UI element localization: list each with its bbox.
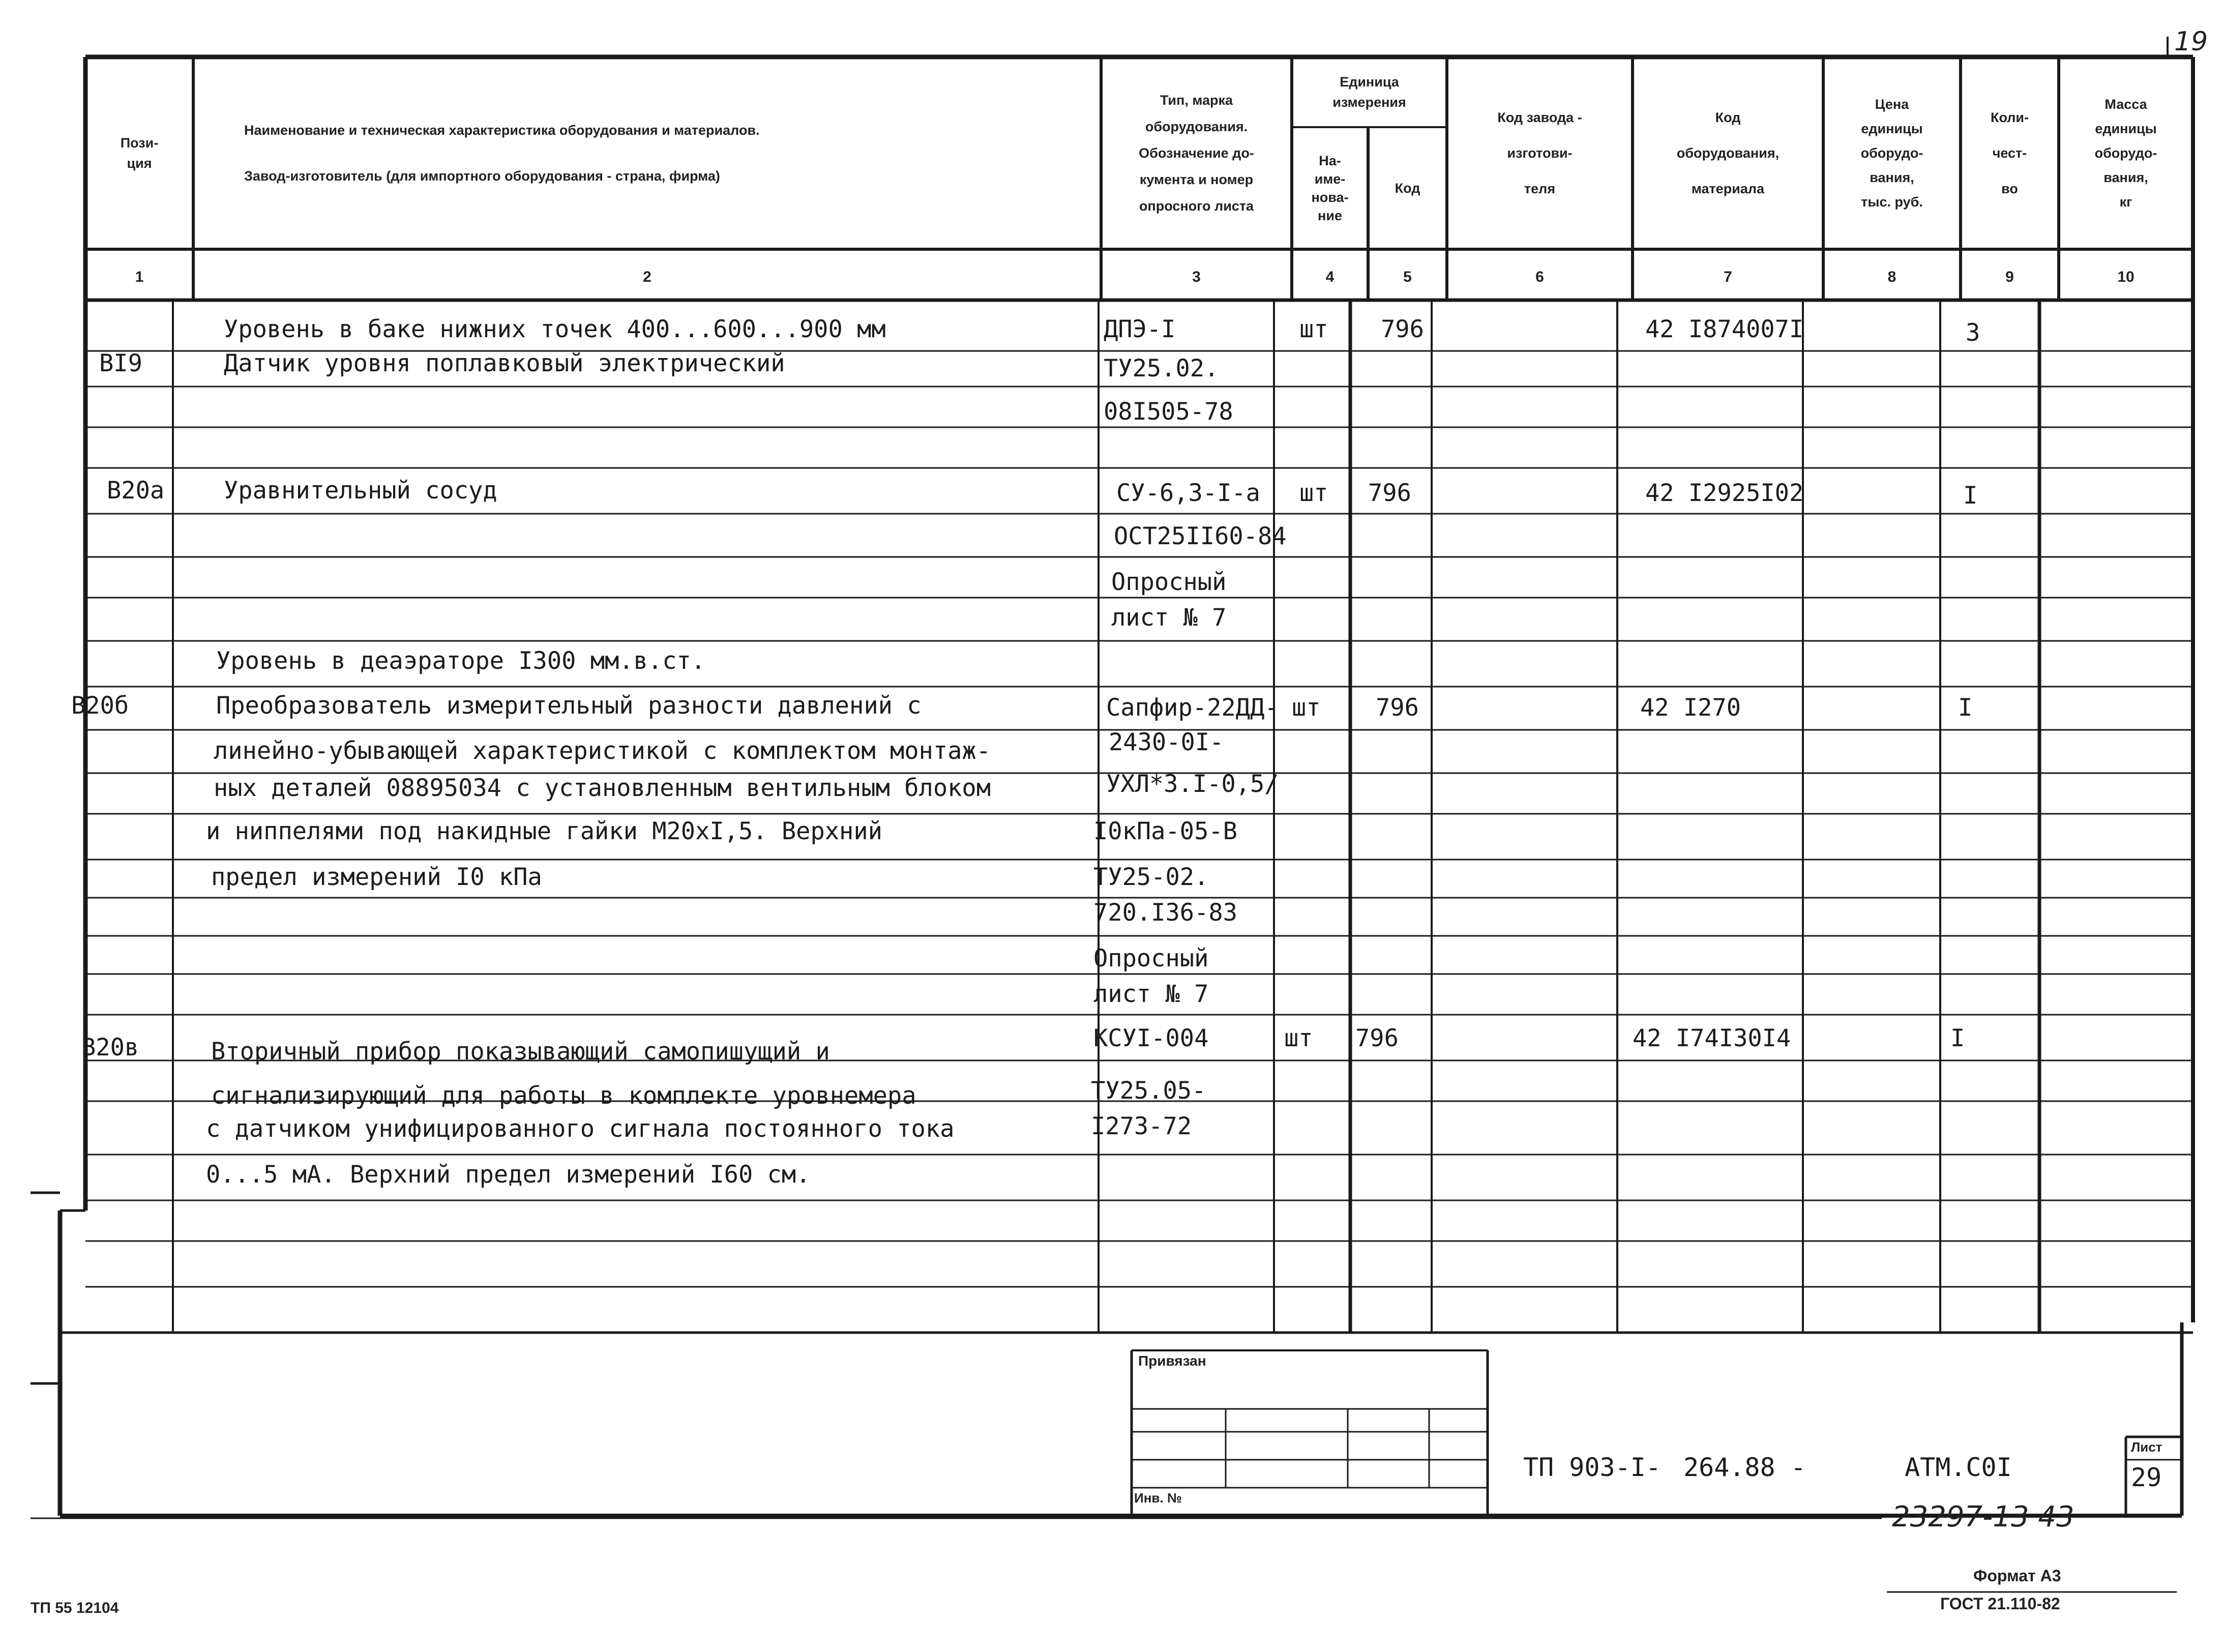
row-type: 720.I36-83: [1093, 899, 1237, 927]
row-quantity: I: [1963, 482, 1978, 510]
row-equipment-code: 42 I2925I02: [1645, 479, 1804, 507]
row-type: лист № 7: [1093, 980, 1209, 1008]
column-number: 7: [1724, 269, 1732, 285]
header-name: Наименование и техническая характеристика оборудования и материалов. Завод-изготовитель (для импортного оборудования - страна, фирма): [244, 123, 760, 184]
row-type: Сапфир-22ДД-: [1106, 694, 1279, 722]
header-mass: Масса единицы оборудо- вания, кг: [2094, 97, 2157, 210]
row-type: 2430-0I-: [1109, 728, 1224, 756]
row-name: Уровень в деаэраторе I300 мм.в.ст.: [216, 647, 706, 675]
row-name: предел измерений I0 кПа: [211, 863, 542, 891]
document-code-part-1: ТП 903-I-: [1523, 1453, 1661, 1482]
column-number: 3: [1192, 269, 1201, 285]
header-equipment-code: Код оборудования, материала: [1676, 110, 1780, 196]
row-unit: шт: [1299, 479, 1328, 507]
row-type: Опросный: [1111, 568, 1227, 596]
row-type: ОСТ25II60-84: [1114, 522, 1287, 550]
row-name: Датчик уровня поплавковый электрический: [224, 349, 785, 377]
row-name: Преобразователь измерительный разности давлений с: [216, 692, 922, 720]
column-number: 9: [2005, 269, 2014, 285]
header-unit-name: На- име- нова- ние: [1311, 153, 1349, 223]
row-unit-code: 796: [1355, 1024, 1399, 1052]
column-number: 5: [1403, 269, 1412, 285]
row-name: сигнализирующий для работы в комплекте уровнемера: [211, 1082, 916, 1110]
header-price: Цена единицы оборудо- вания, тыс. руб.: [1860, 97, 1923, 210]
sheet-number: 29: [2131, 1463, 2162, 1492]
row-position: B20б: [71, 692, 129, 720]
header-manufacturer-code: Код завода - изготови- теля: [1497, 110, 1582, 196]
row-type: СУ-6,3-I-а: [1116, 479, 1260, 507]
header-unit-group: Единица измерения: [1332, 74, 1406, 110]
row-equipment-code: 42 I74I30I4: [1633, 1024, 1791, 1052]
column-number: 8: [1887, 269, 1896, 285]
row-unit-code: 796: [1368, 479, 1411, 507]
row-quantity: I: [1958, 694, 1973, 722]
row-type: КСУI-004: [1093, 1024, 1209, 1052]
row-name: и ниппелями под накидные гайки М20хI,5. Верхний: [206, 817, 882, 845]
row-type: I0кПа-05-В: [1093, 817, 1237, 845]
row-position: B20в: [81, 1034, 139, 1061]
row-position: BI9: [99, 349, 142, 377]
row-type: лист № 7: [1111, 604, 1227, 632]
row-name: Вторичный прибор показывающий самопишущий и: [211, 1038, 830, 1066]
tp-label: ТП 55 12104: [31, 1600, 119, 1616]
row-position: B20a: [107, 477, 165, 505]
sheet-label: Лист: [2131, 1439, 2162, 1455]
row-name: Уравнительный сосуд: [224, 477, 497, 505]
row-name: с датчиком унифицированного сигнала постоянного тока: [206, 1115, 955, 1143]
row-type: ТУ25.05-: [1091, 1077, 1206, 1105]
handwritten-archive-number: 23297-13 43: [1892, 1500, 2074, 1533]
row-type: I273-72: [1091, 1112, 1192, 1140]
inventory-number-label: Инв. №: [1134, 1490, 1182, 1506]
page-mark: 19: [2174, 26, 2208, 57]
privyazan-label: Привязан: [1138, 1353, 1206, 1369]
row-equipment-code: 42 I270: [1640, 694, 1741, 722]
row-unit-code: 796: [1376, 694, 1419, 722]
row-unit: шт: [1292, 694, 1321, 722]
document-code-part-2: 264.88 -: [1683, 1453, 1806, 1482]
row-unit-code: 796: [1381, 315, 1424, 343]
row-name: Уровень в баке нижних точек 400...600...900 мм: [224, 315, 886, 343]
row-name: линейно-убывающей характеристикой с комплектом монтаж-: [214, 737, 991, 765]
column-number: 2: [643, 269, 651, 285]
row-quantity: I: [1950, 1024, 1965, 1052]
row-unit: шт: [1284, 1024, 1313, 1052]
row-name: ных деталей 08895034 с установленным вентильным блоком: [214, 774, 991, 802]
row-type: ДПЭ-I: [1104, 315, 1176, 343]
column-number: 10: [2117, 269, 2135, 285]
row-quantity: 3: [1966, 319, 1980, 347]
header-type: Тип, марка оборудования. Обозначение до- кумента и номер опросного листа: [1139, 93, 1254, 214]
row-type: ТУ25.02.: [1104, 355, 1219, 382]
row-type: УХЛ*3.I-0,5/: [1106, 770, 1279, 798]
document-code-part-3: АТМ.С0I: [1905, 1453, 2012, 1482]
column-number: 1: [135, 269, 144, 285]
row-type: Опросный: [1093, 945, 1209, 972]
format-label: Формат А3: [1973, 1567, 2061, 1585]
row-unit: шт: [1299, 315, 1328, 343]
column-number: 4: [1325, 269, 1335, 285]
gost-label: ГОСТ 21.110-82: [1940, 1595, 2060, 1613]
header-quantity: Коли- чест- во: [1990, 110, 2029, 196]
row-type: 08I505-78: [1104, 398, 1233, 426]
row-equipment-code: 42 I874007I: [1645, 315, 1804, 343]
header-unit-code: Код: [1395, 181, 1420, 196]
header-position: Пози- ция: [120, 135, 159, 171]
column-number: 6: [1535, 269, 1544, 285]
row-name: 0...5 мА. Верхний предел измерений I60 см.: [206, 1161, 811, 1189]
row-type: ТУ25-02.: [1093, 863, 1209, 891]
